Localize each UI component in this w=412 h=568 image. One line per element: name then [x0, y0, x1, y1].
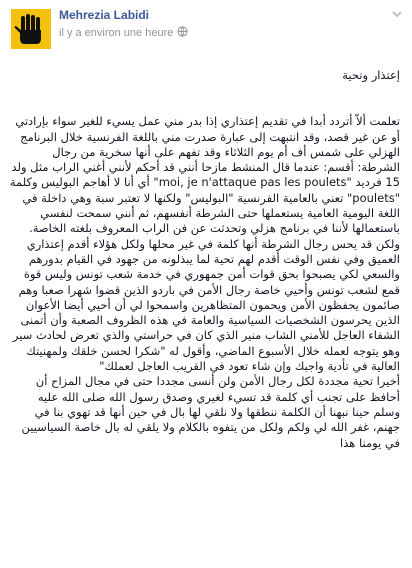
post-paragraph-2: أخيرا تحية مجددة لكل رجال الأمن ولن أنسى مجددا حتى في مجال المزاح أن أحافظ على تجنب أي كلمة قد تسيء لغيري وصدق رسول الله صلى الله عليه وسلم حينا نبهنا أن الكلمة ننطقها ولا نلقي لها بال في حين أنها قد تهوي بنا في جهنم، غفر الله لي ولكم ولكل من يتفوه بالكلام ولا يلقي له بال خاصة السياسيين في يومنا هذا	[21, 374, 400, 450]
post-title: إعتذار وتحية	[342, 68, 400, 82]
post-meta	[59, 26, 188, 40]
avatar[interactable]	[11, 9, 51, 49]
rabaa-hand-icon	[11, 9, 51, 49]
post-body	[0, 68, 412, 451]
timestamp[interactable]: il y a environ une heure	[59, 27, 174, 39]
post-header	[0, 0, 412, 52]
post-paragraph-1: تعلمت ألاّ أتردد أبدا في تقديم إعتذاري إذا بدر مني عمل يسيء للغير سواء بإرادتي أو عن غير قصد، وقد انتبهت إلى عبارة صدرت مني باللغة الفرنسية خلال البرنامج الهزلي على شمس أف أم يوم الثلاثاء وقد تفهم على أنها سخرية من رجال الشرطة: أقسم: عندما قال المنشط مازحا أنني قد أحكم لأنني أغني الراب مثل ولد 15 فرديد "moi, je n'attaque pas les poulets" أي أنا لا أهاجم البوليس وكلمة "poulets" تعني بالعامية الفرنسية "البوليس" ولكنها لا تعتبر سبة وهي داخلة في اللغة اليومية العامية يستعملها حتى الشرطة أنفسهم، ثم أنني سمحت لنفسي باستعمالها لأننا في برنامج هزلي وتحدثت عن فن الراب المعروف بلغته الخاصة. ولكن قد يحس رجال الشرطة أنها كلمة في غير محلها ولكل هؤلاء أقدم إعتذاري العميق وفي نفس الوقت أقدم لهم تحية لما يبذلونه من جهود في القيام بدورهم والسعي لكي يصبحوا بحق قوات أمن جمهوري في خدمة شعب تونس وليس قوة قمع لشعب تونس وأحيي خاصة رجال الأمن في باردو الذين قضوا شهرا صعبا وهم صائمون يحفظون الأمن ويحمون المتظاهرين واسمحوا لي أن أحيي أيضا الأعوان الذين يحرسون الشخصيات السياسية والعامة في هذه الظروف الصعبة وأن أتمنى الشفاء العاجل للأمني الشاب منير الذي كان في حراستي والذي تعرض لحادث سير وهو يتوجه لعمله خلال الأسبوع الماضي، وأقول له "شكرا لحسن خلقك ولمهنيتك العالية في تأدية واجبك وإن شاء تعود في القريب العاجل لعملك"	[9, 114, 400, 374]
globe-icon[interactable]	[177, 26, 188, 40]
author-name[interactable]: Mehrezia Labidi	[59, 8, 150, 22]
chevron-down-icon[interactable]	[390, 6, 404, 20]
